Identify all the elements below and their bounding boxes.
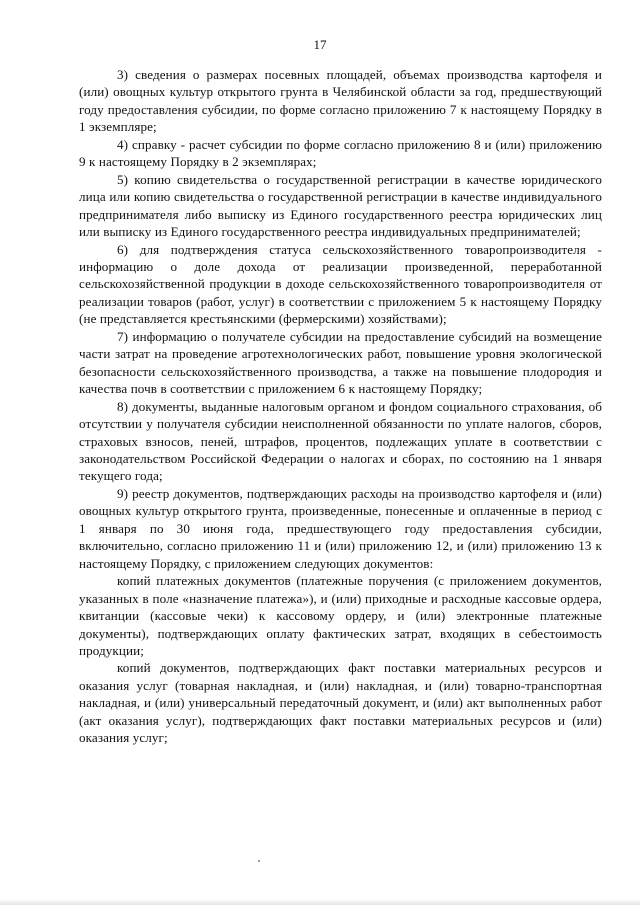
paragraph-item-6: 6) для подтверждения статуса сельскохозяйственного товаропроизводителя - информацию о доле дохода от реализации произведенной, переработанной сельскохозяйственной продукции в доходе сельскохозяйственного товаропроизводителя от реализации товаров (работ, услуг) в соответствии с приложением 5 к настоящему Порядку (не представляется крестьянскими (фермерскими) хозяйствами); xyxy=(79,241,602,327)
paragraph-item-3: 3) сведения о размерах посевных площадей, объемах производства картофеля и (или) овощных культур открытого грунта в Челябинской области за год, предшествующий году предоставления субсидии, по форме согласно приложению 7 к настоящему Порядку в 1 экземпляре; xyxy=(79,67,602,135)
paragraph-item-5: 5) копию свидетельства о государственной регистрации в качестве юридического лица или копию свидетельства о государственной регистрации в качестве индивидуального предпринимателя либо выписку из Единого государственного реестра юридических лиц или выписку из Единого государственного реестра индивидуальных предпринимателей; xyxy=(79,171,602,240)
scan-bottom-edge xyxy=(0,899,640,905)
scan-speck xyxy=(258,860,260,862)
paragraph-item-4: 4) справку - расчет субсидии по форме согласно приложению 8 и (или) приложению 9 к настоящему Порядку в 2 экземплярах; xyxy=(79,136,602,170)
paragraph-supply-documents: копий документов, подтверждающих факт поставки материальных ресурсов и оказания услуг (товарная накладная, и (или) накладная, и (или) товарно-транспортная накладная, и (или) универсальный передаточный документ, и (или) акт выполненных работ (акт оказания услуг), подтверждающих факт поставки материальных ресурсов и (или) оказания услуг; xyxy=(79,660,602,746)
paragraph-item-9: 9) реестр документов, подтверждающих расходы на производство картофеля и (или) овощных культур открытого грунта, произведенные, понесенные и оплаченные в период с 1 января по 30 июня года, предшествующего году предоставления субсидии, включительно, согласно приложению 11 и (или) приложению 12, и (или) приложению 13 к настоящему Порядку, с приложением следующих документов: xyxy=(79,485,602,571)
paragraph-payment-documents: копий платежных документов (платежные поручения (с приложением документов, указанных в поле «назначение платежа»), и (или) приходные и расходные кассовые ордера, квитанции (кассовые чеки) к кассовому ордеру, и (или) электронные платежные документы), подтверждающих оплату фактических затрат, входящих в себестоимость продукции; xyxy=(79,573,602,658)
document-body xyxy=(79,66,602,747)
page-number: 17 xyxy=(313,37,327,52)
paragraph-item-7: 7) информацию о получателе субсидии на предоставление субсидий на возмещение части затрат на проведение агротехнологических работ, повышение уровня экологической безопасности сельскохозяйственного производства, а также на повышение плодородия и качества почв в соответствии с приложением 6 к настоящему Порядку; xyxy=(79,328,602,397)
paragraph-item-8: 8) документы, выданные налоговым органом и фондом социального страхования, об отсутствии у получателя субсидии неисполненной обязанности по уплате налогов, сборов, страховых взносов, пеней, штрафов, процентов, подлежащих уплате в соответствии с законодательством Российской Федерации о налогах и сборах, по состоянию на 1 января текущего года; xyxy=(79,398,602,484)
